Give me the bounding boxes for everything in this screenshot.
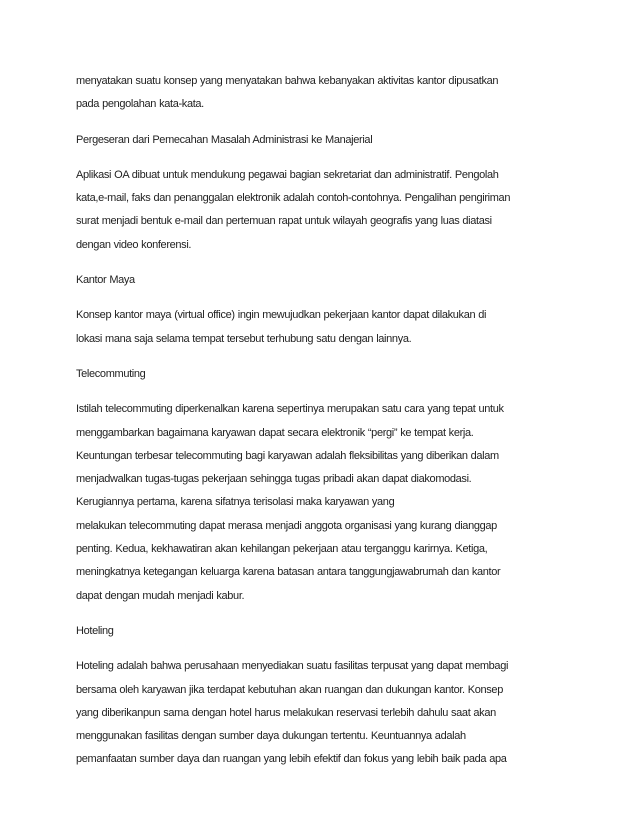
text-line: penting. Kedua, kekhawatiran akan kehilangan pekerjaan atau terganggu karirnya. Ketiga, — [76, 543, 488, 556]
text-line: pada pengolahan kata-kata. — [76, 98, 204, 111]
text-line: Hoteling — [76, 624, 114, 637]
paragraph — [76, 655, 576, 771]
text-line: menggambarkan bagaimana karyawan dapat secara elektronik “pergi” ke tempat kerja. — [76, 426, 474, 439]
text-line: bersama oleh karyawan jika terdapat kebutuhan akan ruangan dan dukungan kantor. Konsep — [76, 683, 503, 696]
text-line: menjadwalkan tugas-tugas pekerjaan sehingga tugas pribadi akan dapat diakomodasi. — [76, 473, 472, 486]
text-line: dapat dengan mudah menjadi kabur. — [76, 589, 245, 602]
document-body — [76, 70, 576, 784]
paragraph — [76, 70, 576, 117]
text-line: menyatakan suatu konsep yang menyatakan bahwa kebanyakan aktivitas kantor dipusatkan — [76, 75, 499, 87]
text-line: Telecommuting — [76, 367, 146, 380]
paragraph — [76, 129, 576, 152]
text-line: surat menjadi bentuk e-mail dan pertemuan rapat untuk wilayah geografis yang luas diatasi — [76, 215, 492, 228]
paragraph — [76, 164, 576, 257]
text-line: yang diberikanpun sama dengan hotel harus melakukan reservasi terlebih dahulu saat akan — [76, 706, 496, 719]
paragraph — [76, 620, 576, 643]
text-line: Aplikasi OA dibuat untuk mendukung pegawai bagian sekretariat dan administratif. Pengolah — [76, 168, 499, 181]
text-line: meningkatnya ketegangan keluarga karena batasan antara tanggungjawabrumah dan kantor — [76, 566, 501, 579]
text-line: Istilah telecommuting diperkenalkan karena sepertinya merupakan satu cara yang tepat untuk — [76, 403, 504, 416]
text-line: Kerugiannya pertama, karena sifatnya terisolasi maka karyawan yang — [76, 496, 395, 509]
text-line: pemanfaatan sumber daya dan ruangan yang lebih efektif dan fokus yang lebih baik pada apa — [76, 753, 507, 766]
text-line: melakukan telecommuting dapat merasa menjadi anggota organisasi yang kurang dianggap — [76, 519, 497, 532]
paragraph — [76, 269, 576, 292]
text-line: kata,e-mail, faks dan penanggalan elektronik adalah contoh-contohnya. Pengalihan pengiriman — [76, 192, 511, 205]
text-line: Konsep kantor maya (virtual office) ingin mewujudkan pekerjaan kantor dapat dilakukan di — [76, 309, 487, 322]
text-line: menggunakan fasilitas dengan sumber daya dukungan tertentu. Keuntuannya adalah — [76, 730, 466, 743]
text-line: Hoteling adalah bahwa perusahaan menyediakan suatu fasilitas terpusat yang dapat membagi — [76, 660, 509, 673]
paragraph — [76, 363, 576, 386]
text-line: Keuntungan terbesar telecommuting bagi karyawan adalah fleksibilitas yang diberikan dalam — [76, 449, 499, 462]
text-line: Pergeseran dari Pemecahan Masalah Administrasi ke Manajerial — [76, 133, 373, 146]
text-line: dengan video konferensi. — [76, 238, 192, 251]
paragraph — [76, 304, 576, 351]
text-line: lokasi mana saja selama tempat tersebut terhubung satu dengan lainnya. — [76, 332, 412, 345]
text-line: Kantor Maya — [76, 274, 135, 287]
paragraph — [76, 398, 576, 608]
